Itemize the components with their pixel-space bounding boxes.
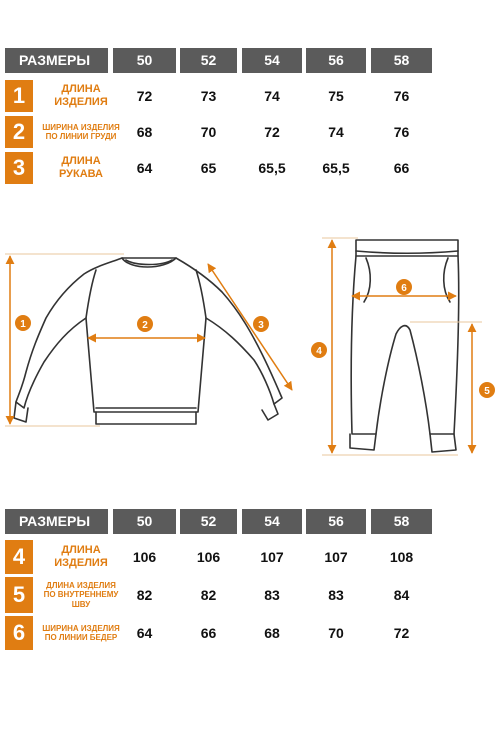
cell-value: 82: [200, 587, 217, 603]
cell-value: 83: [328, 587, 344, 603]
size-col-52: 52: [180, 509, 237, 534]
table-row: [0, 116, 500, 148]
cell-value: 65,5: [322, 160, 350, 176]
row-number: 6: [5, 616, 33, 650]
row-label-line: ДЛИНА: [61, 544, 101, 557]
cell-value: 73: [200, 88, 217, 104]
row-number: 3: [5, 152, 33, 184]
table-row: [0, 616, 500, 650]
cell-value: 65,5: [258, 160, 286, 176]
table-row: [0, 152, 500, 184]
cell-value: 64: [136, 160, 153, 176]
marker-2-label: 2: [142, 320, 148, 331]
size-col-50: 50: [113, 48, 176, 73]
marker-1: [15, 315, 31, 331]
size-col-54: 54: [242, 509, 302, 534]
cell-value: 70: [200, 124, 217, 140]
row-label-line: ШИРИНА ИЗДЕЛИЯ: [42, 623, 120, 633]
row-label-line: ШВУ: [71, 599, 91, 609]
cell-value: 74: [264, 88, 280, 104]
cell-value: 66: [393, 160, 410, 176]
cell-value: 66: [200, 625, 217, 641]
marker-6-label: 6: [401, 283, 407, 294]
sweatshirt-drawing: [14, 258, 282, 424]
row-label-line: ПО ВНУТРЕННЕМУ: [43, 590, 119, 600]
cell-value: 74: [328, 124, 344, 140]
header-sizes-label: РАЗМЕРЫ: [5, 48, 108, 73]
cell-value: 76: [393, 88, 410, 104]
row-label-line: РУКАВА: [58, 168, 104, 180]
marker-3: [253, 316, 269, 332]
size-col-58: 58: [371, 48, 432, 73]
cell-value: 76: [393, 124, 410, 140]
marker-5: [479, 382, 495, 398]
size-col-52: 52: [180, 48, 237, 73]
cell-value: 83: [264, 587, 280, 603]
marker-2: [137, 316, 153, 332]
size-col-58: 58: [371, 509, 432, 534]
cell-value: 65: [200, 160, 217, 176]
cell-value: 72: [136, 88, 153, 104]
row-number: 2: [5, 116, 33, 148]
row-label-line: ИЗДЕЛИЯ: [54, 96, 108, 108]
cell-value: 72: [264, 124, 280, 140]
marker-1-label: 1: [20, 319, 26, 330]
row-number: 1: [5, 80, 33, 112]
header-sizes-label: РАЗМЕРЫ: [5, 509, 108, 534]
size-col-50: 50: [113, 509, 176, 534]
pants-drawing: [350, 240, 459, 452]
cell-value: 84: [393, 587, 410, 603]
row-label-line: ШИРИНА ИЗДЕЛИЯ: [42, 122, 120, 132]
cell-value: 106: [132, 549, 157, 565]
table-row: [0, 540, 500, 574]
size-col-56: 56: [306, 509, 366, 534]
marker-4: [311, 342, 327, 358]
table-row: [0, 80, 500, 112]
row-label-line: ПО ЛИНИИ БЕДЕР: [44, 633, 118, 642]
marker-6: [396, 279, 412, 295]
cell-value: 68: [136, 124, 153, 140]
cell-value: 70: [328, 625, 344, 641]
cell-value: 72: [393, 625, 410, 641]
table-row: [0, 577, 500, 613]
cell-value: 82: [136, 587, 153, 603]
row-number: 4: [5, 540, 33, 574]
cell-value: 108: [389, 549, 414, 565]
row-label-line: ПО ЛИНИИ ГРУДИ: [45, 132, 117, 141]
row-label-line: ИЗДЕЛИЯ: [54, 557, 108, 569]
size-col-56: 56: [306, 48, 366, 73]
marker-5-label: 5: [484, 386, 490, 397]
row-label-line: ДЛИНА: [61, 83, 101, 96]
table-header: [0, 509, 500, 534]
cell-value: 107: [260, 549, 284, 565]
cell-value: 68: [264, 625, 280, 641]
row-label-line: ДЛИНА: [61, 155, 101, 168]
marker-3-label: 3: [258, 320, 264, 331]
cell-value: 75: [328, 88, 344, 104]
cell-value: 64: [136, 625, 153, 641]
sweatshirt-measures: [5, 254, 292, 426]
size-col-54: 54: [242, 48, 302, 73]
cell-value: 106: [196, 549, 221, 565]
table-header: [0, 48, 500, 73]
row-number: 5: [5, 577, 33, 613]
row-label-line: ДЛИНА ИЗДЕЛИЯ: [46, 581, 116, 591]
marker-4-label: 4: [316, 346, 322, 357]
garment-diagram: [0, 230, 500, 470]
cell-value: 107: [324, 549, 348, 565]
